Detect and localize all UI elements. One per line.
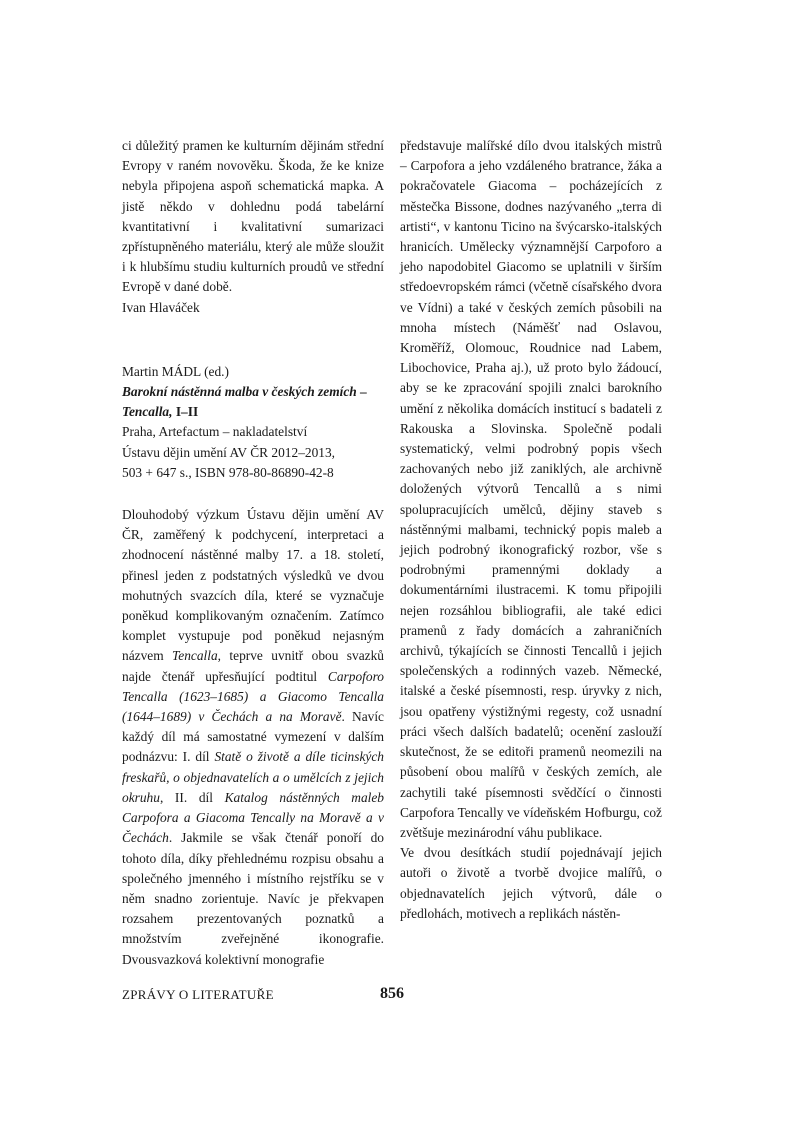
text-run: , II. díl [159,789,213,805]
book-publisher: Praha, Artefactum – nakladatelství [122,424,308,440]
previous-review-ending: ci důležitý pramen ke kulturním dějinám střední Evropy v raném novověku. Škoda, že ke knize nebyla připojena aspoň schematická mapka. A jistě někdo v dohlednu podá tabelární kvantitativní i kvalitativní sumarizaci zpřístupněného materiálu, který ale může sloužit i k hlubšímu studiu kulturních proudů ve střední Evropě v dané době. [122,138,384,295]
text-run: . Navíc každý díl má samostatné vymezení v dalším podnázvu: I. díl [122,709,384,765]
review-header [122,362,384,483]
page-footer [122,987,682,1009]
book-title-text: Barokní nástěnná malba v českých zemích – Tencalla, [122,384,367,420]
book-title [122,382,384,422]
subtitle-reference: Carpoforo Tencalla (1623–1685) a Giacomo Tencalla (1644–1689) v Čechách a na Moravě [122,668,384,725]
book-volumes: I–II [175,404,199,420]
review-body-paragraph [122,505,384,970]
title-reference: Tencalla [172,648,218,664]
volume-two-title: Katalog nástěnných maleb Carpofora a Giacoma Tencally na Moravě a v Čechách [122,789,384,846]
section-label: ZPRÁVY O LITERATUŘE [122,987,274,1002]
page-number: 856 [380,985,404,1002]
text-run: . Jakmile se však čtenář ponoří do tohoto díla, díky přehlednému rozpisu obsahu a společného jmenného i místního rejstříku se v něm snadno zorientuje. Navíc je překvapen rozsahem prezentovaných poznatků a množstvím zveřejněné ikonografie. Dvousvazková kolektivní monografie [122,830,384,967]
book-institute: Ústavu dějin umění AV ČR 2012–2013, [122,444,336,460]
right-paragraph-2: Ve dvou desítkách studií pojednávají jejich autoři o životě a tvorbě dvojice malířů, o objednavatelích jejich výtvorů, dále o předlohách, motivech a replikách nástěn- [400,845,662,921]
book-pages-isbn: 503 + 647 s., ISBN 978-80-86890-42-8 [122,464,334,480]
left-column [122,136,384,970]
right-column [400,136,662,924]
text-run: Dlouhodobý výzkum Ústavu dějin umění AV ČR, zaměřený k podchycení, interpretaci a zhodnocení nástěnné malby 17. a 18. století, přinesl jeden z podstatných výsledků ve dvou mohutných svazcích díla, které se vyznačuje poněkud komplikovaným označením. Zatímco komplet vystupuje pod poněkud nejasným názvem [122,507,384,664]
right-paragraph-1: představuje malířské dílo dvou italských mistrů – Carpofora a jeho vzdáleného bratrance, žáka a pokračovatele Giacoma – pocházejících z městečka Bissone, dodnes nazývaného „terra di artisti“, v kantonu Ticino na švýcarsko-italských hranicích. Umělecky významnější Carpoforo a jeho napodobitel Giacomo se uplatnili v širším středoevropském rámci (včetně císařského dvora ve Vídni) a také v českých zemích působili na mnoha místech (Náměšť nad Oslavou, Kroměříž, Olomouc, Roudnice nad Labem, Libochovice, Praha aj.), už proto bylo žádoucí, aby se ke zpracování spojili znalci barokního umění z několika domácích institucí s badateli z Rakouska a Slovinska. Společně podali systematický, velmi podrobný popis všech zachovaných nebo již zaniklých, ale archivně doložených výtvorů Tencallů a s nimi spolupracujících umělců, dějiny staveb s nástěnnými malbami, technický popis maleb a jejich podrobný ikonografický rozbor, vše s podrobnými pramennými doklady a dokumentárními ilustracemi. K tomu připojili nejen rozsáhlou bibliografii, ale také edici pramenů z řady domácích a zahraničních archivů, týkajících se činnosti Tencallů i jejich společenských a rodinných vazeb. Německé, italské a české písemnosti, resp. úryvky z nich, jsou opatřeny výstižnými regesty, což usnadní práci všech dalších badatelů; ocenění zaslouží skutečnost, že se editoři pramenů neomezili na působení obou malířů v českých zemích, ale zachytili také písemnosti svědčící o činnosti Carpofora Tencally ve vídeňském Hofburgu, což zvětšuje mezinárodní váhu publikace. [400,138,662,840]
volume-one-title: Statě o životě a díle ticinských freskařů, o objednavatelích a o umělcích z jejich okruhu [122,749,384,805]
reviewer-signature: Ivan Hlaváček [122,299,200,315]
book-editor: Martin MÁDL (ed.) [122,363,229,379]
text-run: , teprve uvnitř obou svazků najde čtenář upřesňující podtitul [122,648,384,684]
